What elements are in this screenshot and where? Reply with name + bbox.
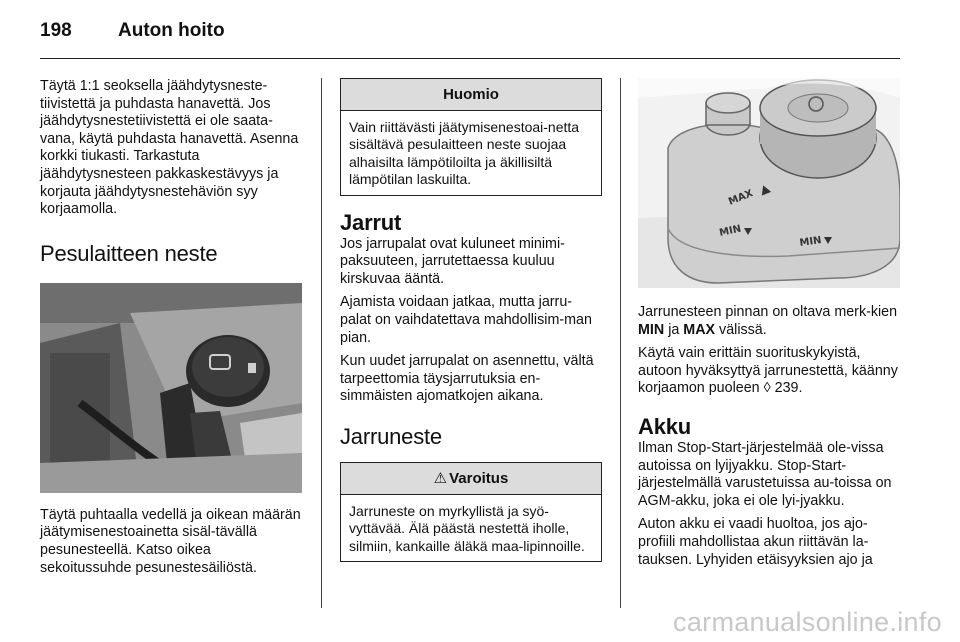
column-middle bbox=[340, 78, 602, 562]
brakes-paragraph-2: Ajamista voidaan jatkaa, mutta jarru-palat on vaihdatettava mahdollisim-man pian. bbox=[340, 294, 592, 346]
warning-box bbox=[340, 462, 602, 562]
warning-text: Jarruneste on myrkyllistä ja syö-vyttävää. Älä päästä nestettä iholle, silmiin, kankaille äläkä maa-lipinnoille. bbox=[349, 502, 585, 554]
max-mark-text: MAX bbox=[683, 321, 716, 338]
section-title: Auton hoito bbox=[118, 20, 225, 41]
fluid-level-text-1: Jarrunesteen pinnan on oltava merk-kien bbox=[638, 304, 898, 320]
battery-paragraph-2: Auton akku ei vaadi huoltoa, jos ajo-profiili mahdollistaa akun riittävän la-tauksen. Lyhyiden etäisyyksien ajo ja bbox=[638, 516, 873, 568]
column-divider-2 bbox=[620, 78, 621, 608]
fluid-type-end: . bbox=[798, 380, 803, 397]
min-mark-label-left: MIN bbox=[718, 223, 743, 239]
battery-paragraph-1: Ilman Stop-Start-järjestelmää ole-vissa autoissa on lyijyakku. Stop-Start-järjestelmällä varustetuissa au-toissa on AGM-akku, joka ei ole lyi-jyakku. bbox=[638, 439, 892, 509]
brakes-paragraph-1: Jos jarrupalat ovat kuluneet minimi-paksuuteen, jarrutettaessa kuuluu kirskuvaa ääntä. bbox=[340, 235, 565, 287]
brake-fluid-reservoir-photo bbox=[638, 78, 900, 288]
page-reference-icon: ◊ bbox=[763, 380, 771, 397]
page-number: 198 bbox=[40, 20, 72, 41]
brakes-heading: Jarrut bbox=[340, 209, 402, 235]
fluid-type-paragraph bbox=[638, 345, 900, 398]
washer-reservoir-photo bbox=[40, 283, 302, 493]
notice-text: Vain riittävästi jäätymisenestoai-netta sisältävä pesulaitteen neste suojaa alhaisilta lämpötiloilta ja äkillisiltä lämpötilan laskuilta. bbox=[349, 119, 580, 188]
column-left bbox=[40, 78, 304, 583]
washer-fluid-heading: Pesulaitteen neste bbox=[40, 240, 218, 266]
notice-title: Huomio bbox=[341, 79, 601, 111]
warning-icon: ⚠ bbox=[433, 469, 448, 487]
watermark: carmanualsonline.info bbox=[673, 607, 942, 637]
page-reference-link[interactable]: 239 bbox=[774, 380, 799, 397]
column-divider-1 bbox=[321, 78, 322, 608]
coolant-paragraph: Täytä 1:1 seoksella jäähdytysneste-tiivistettä ja puhdasta hanavettä. Jos jäähdytysnestetiivistettä ei ole saata-vana, käytä puhdasta hanavettä. Asenna korkki tiukasti. Tarkastuta jäähdytysnesteen pakkaskestävyys ja korjauta jäähdytysnestehäviön syy korjaamolla. bbox=[40, 78, 299, 218]
washer-fluid-paragraph: Täytä puhtaalla vedellä ja oikean määrän jäätymisenestoainetta sisäl-tävällä pesunesteellä. Katso oikea sekoitussuhde pesunestesäiliöstä. bbox=[40, 506, 301, 576]
notice-box bbox=[340, 78, 602, 196]
brake-fluid-heading: Jarruneste bbox=[340, 423, 442, 449]
fluid-type-text: Käytä vain erittäin suorituskykyistä, autoon hyväksyttyä jarrunestettä, käänny korjaamon puoleen bbox=[638, 345, 898, 397]
fluid-level-paragraph bbox=[638, 304, 900, 339]
max-mark-label: MAX bbox=[727, 188, 755, 208]
min-mark-text: MIN bbox=[638, 321, 665, 338]
warning-title-text: Varoitus bbox=[449, 469, 509, 487]
fluid-level-text-3: välissä. bbox=[715, 321, 767, 338]
battery-heading: Akku bbox=[638, 413, 691, 439]
min-mark-label-right: MIN bbox=[798, 235, 823, 249]
column-right bbox=[638, 78, 900, 575]
warning-title bbox=[341, 463, 601, 495]
header-divider bbox=[40, 58, 900, 59]
fluid-level-text-2: ja bbox=[664, 321, 684, 338]
brakes-paragraph-3: Kun uudet jarrupalat on asennettu, vältä tarpeettomia täysjarrutuksia en-simmäisten ajomatkojen aikana. bbox=[340, 353, 594, 405]
